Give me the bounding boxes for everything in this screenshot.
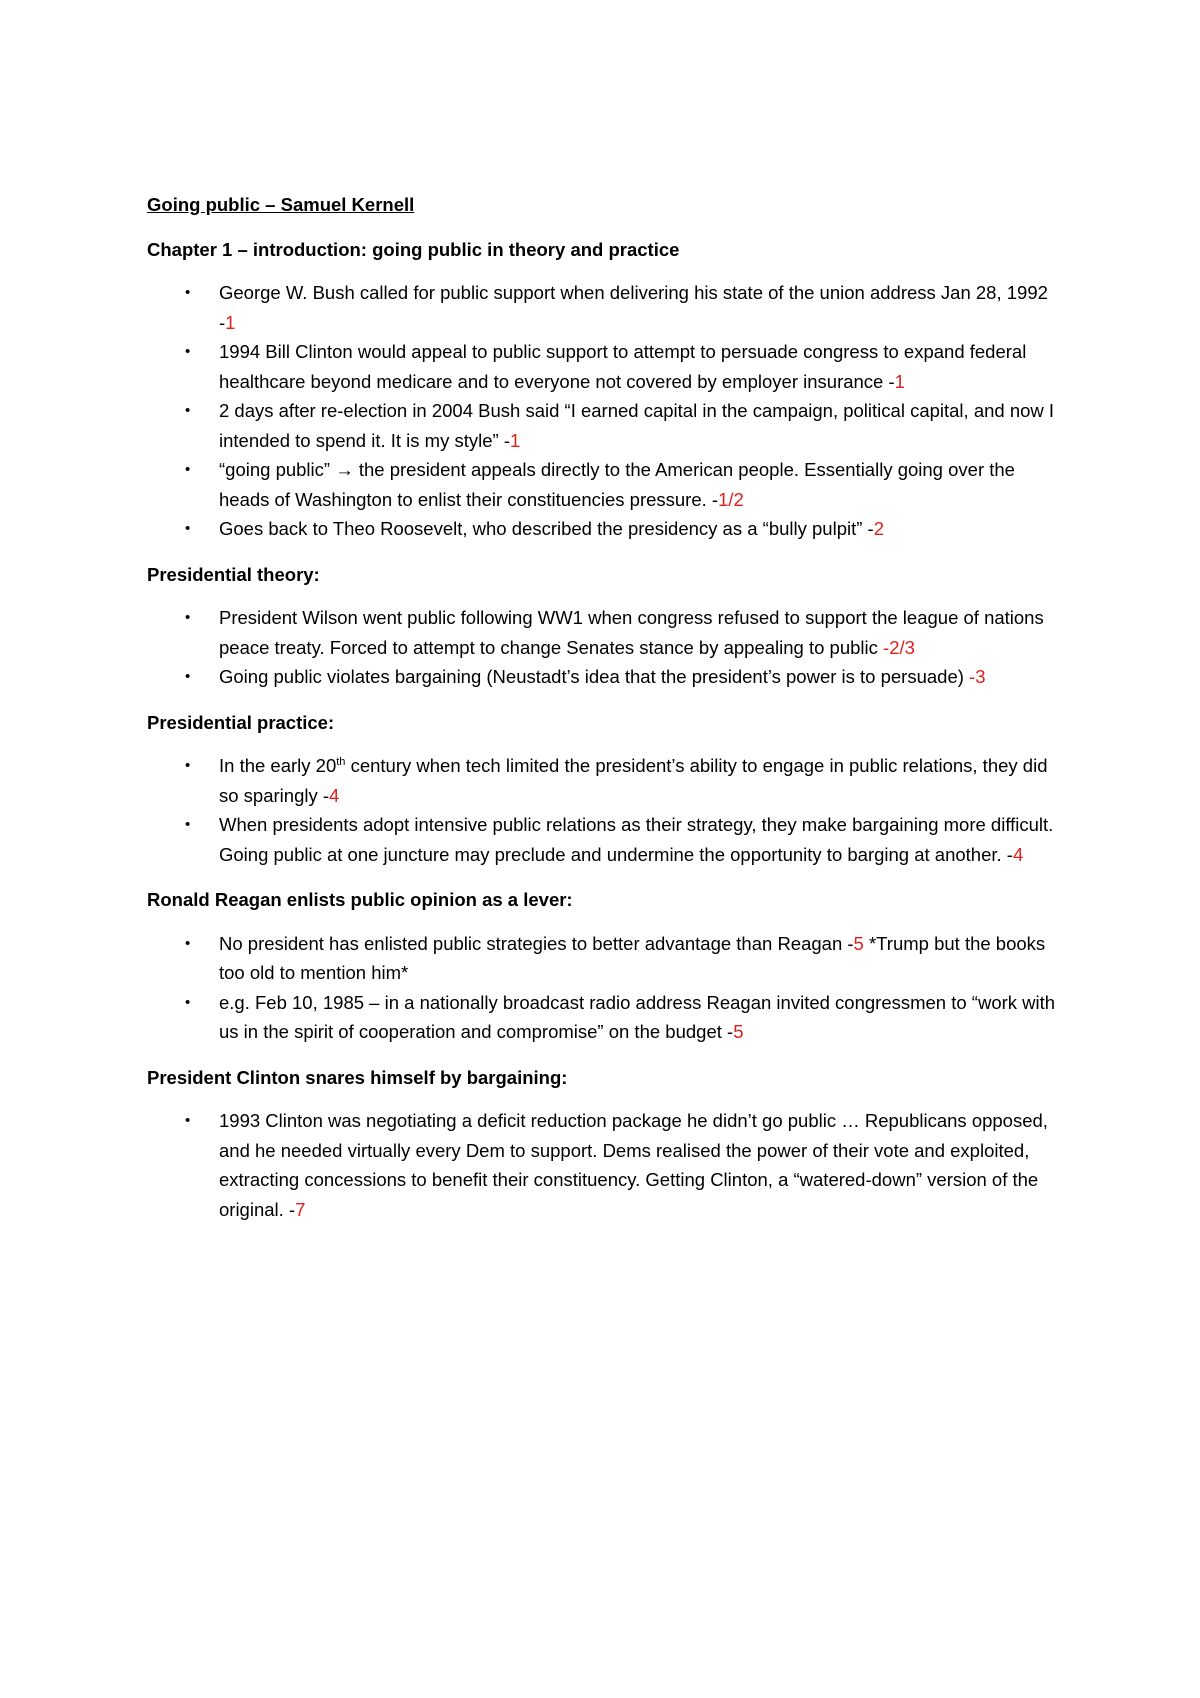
document-title: Going public – Samuel Kernell: [147, 194, 415, 215]
page-ref: 4: [329, 784, 340, 806]
theory-bullet-list: [147, 603, 1067, 692]
arrow-right-icon: →: [335, 459, 354, 480]
clinton-bullet-list: [147, 1106, 1067, 1224]
bullet-icon: •: [185, 343, 191, 360]
reagan-bullet-list: [147, 929, 1067, 1047]
list-item: • George W. Bush called for public support when delivering his state of the union address Jan 28, 1992 -1: [147, 278, 1067, 337]
theory-heading: Presidential theory:: [147, 563, 320, 585]
clinton-heading: President Clinton snares himself by bargaining:: [147, 1066, 568, 1088]
page-ref: 1: [225, 311, 236, 333]
bullet-icon: •: [185, 1112, 191, 1129]
page-ref: 5: [853, 932, 864, 954]
list-item: • President Wilson went public following WW1 when congress refused to support the league of nations peace treaty. Forced to attempt to change Senates stance by appealing to public -2/3: [147, 603, 1067, 662]
practice-heading: Presidential practice:: [147, 711, 335, 733]
list-item: • Going public violates bargaining (Neustadt’s idea that the president’s power is to persuade) -3: [147, 662, 1067, 692]
page-ref: 1/2: [718, 488, 744, 510]
list-item: • In the early 20th century when tech limited the president’s ability to engage in public relations, they did so sparingly -4: [147, 751, 1067, 810]
bullet-icon: •: [185, 816, 191, 833]
bullet-icon: •: [185, 520, 191, 537]
list-item: • No president has enlisted public strategies to better advantage than Reagan -5 *Trump but the books too old to mention him*: [147, 929, 1067, 988]
page-ref: 4: [1012, 843, 1024, 865]
chapter-bullet-list: [147, 278, 1067, 544]
list-item: • “going public” → the president appeals directly to the American people. Essentially going over the heads of Washington to enlist their constituencies pressure. -1/2: [147, 455, 1067, 514]
list-item: • When presidents adopt intensive public relations as their strategy, they make bargaining more difficult. Going public at one juncture may preclude and undermine the opportunity to barging at another. -4: [147, 810, 1067, 869]
list-item: • 1994 Bill Clinton would appeal to public support to attempt to persuade congress to expand federal healthcare beyond medicare and to everyone not covered by employer insurance -1: [147, 337, 1067, 396]
bullet-icon: •: [185, 402, 191, 419]
page-ref: -3: [969, 666, 986, 687]
list-item: • 1993 Clinton was negotiating a deficit reduction package he didn’t go public … Republicans opposed, and he needed virtually every Dem to support. Dems realised the power of their vote and exploited, extracting concessions to benefit their constituency. Getting Clinton, a “watered-down” version of the original. -7: [147, 1106, 1067, 1224]
list-item: • 2 days after re-election in 2004 Bush said “I earned capital in the campaign, political capital, and now I intended to spend it. It is my style” -1: [147, 396, 1067, 455]
bullet-icon: •: [185, 284, 191, 301]
bullet-icon: •: [185, 934, 191, 952]
bullet-icon: •: [185, 668, 191, 685]
reagan-heading: Ronald Reagan enlists public opinion as a lever:: [147, 889, 573, 910]
bullet-icon: •: [185, 609, 191, 626]
superscript: th: [336, 755, 346, 768]
bullet-icon: •: [185, 993, 191, 1011]
practice-bullet-list: [147, 751, 1067, 869]
page-ref: 2: [873, 518, 884, 539]
chapter-heading: Chapter 1 – introduction: going public in theory and practice: [147, 238, 680, 260]
page-ref: 1: [510, 429, 521, 451]
page-ref: 1: [894, 370, 905, 392]
page-ref: 5: [733, 1021, 744, 1042]
bullet-icon: •: [185, 461, 191, 478]
list-item: • Goes back to Theo Roosevelt, who described the presidency as a “bully pulpit” -2: [147, 514, 1067, 544]
list-item: • e.g. Feb 10, 1985 – in a nationally broadcast radio address Reagan invited congressmen to “work with us in the spirit of cooperation and compromise” on the budget -5: [147, 988, 1067, 1047]
bullet-icon: •: [185, 757, 191, 774]
page-ref: -2/3: [883, 636, 915, 658]
document-page: [147, 190, 1067, 1240]
page-ref: 7: [295, 1198, 306, 1220]
